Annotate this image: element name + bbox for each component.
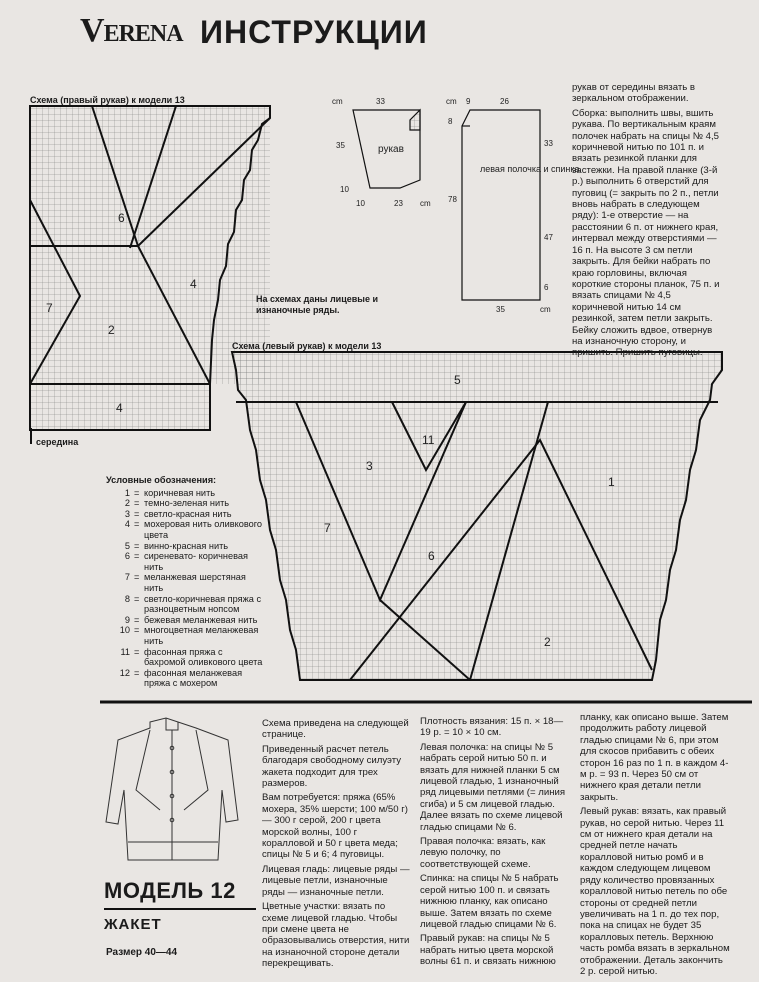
middle-label: середина: [36, 437, 79, 447]
legend-item: 3 = светло-красная нить: [124, 508, 232, 519]
left-zone-label: 3: [366, 459, 373, 473]
svg-text:47: 47: [544, 233, 553, 242]
svg-text:10: 10: [356, 199, 365, 208]
left-zone-label: 11: [422, 433, 435, 447]
svg-text:cm: cm: [540, 305, 551, 314]
svg-text:cm: cm: [446, 97, 457, 106]
svg-text:6: 6: [544, 283, 549, 292]
right-sleeve-chart: [30, 106, 270, 430]
legend-item: 11 = фасонная пряжа с бахромой оливкового цвета: [120, 646, 263, 668]
right-zone-label: 6: [118, 211, 125, 225]
page-title: ИНСТРУКЦИИ: [200, 14, 428, 50]
left-zone-label: 1: [608, 475, 615, 489]
model-title: МОДЕЛЬ 12: [104, 878, 236, 903]
left-sleeve-chart: [232, 352, 722, 680]
instructions-col3: планку, как описано выше. Затем продолжить работу лицевой гладью спицами № 6, при этом для скосов прибавить с обеих сторон 16 раз по 1 п. в каждом 4-м р. = 93 п. Через 50 см от нижнего края детали петли закрыть. Левый рукав: вязать, как правый рукав, но серой нитью. Через 11 см от нижнего края детали на средней петле начать коралловой нитью ромб и в каждом следующем лицевом ряду количество провязанных коралловой нитью петель по обе стороны от средней петли увеличивать на 1 п. до тех пор, пока на спицах не будет 35 коралловых петель. Верхнюю часть ромба вязать в зеркальном отображении. Деталь закончить 2 р. серой нитью.: [580, 712, 730, 977]
right-zone-label: 7: [46, 301, 53, 315]
svg-text:35: 35: [496, 305, 505, 314]
brand-logo: VERENA: [80, 12, 183, 49]
scheme-note: На схемах даны лицевые и изнаночные ряды.: [256, 294, 378, 315]
svg-text:33: 33: [544, 139, 553, 148]
svg-text:35: 35: [336, 141, 345, 150]
legend-item: 2 = темно-зеленая нить: [124, 498, 230, 509]
model-heading: [104, 878, 256, 933]
svg-text:cm: cm: [332, 97, 343, 106]
right-sleeve-caption: Схема (правый рукав) к модели 13: [30, 95, 185, 105]
left-sleeve-caption: Схема (левый рукав) к модели 13: [232, 341, 382, 351]
right-zone-label: 2: [108, 323, 115, 337]
left-zone-label: 5: [454, 373, 461, 387]
model-subtitle: ЖАКЕТ: [104, 916, 162, 933]
legend-item: 7 = меланжевая шерстяная нить: [124, 572, 246, 593]
legend-item: 10 = многоцветная меланжевая нить: [119, 625, 259, 646]
svg-text:33: 33: [376, 97, 385, 106]
right-zone-label: 4: [116, 401, 123, 415]
instructions-col2: Плотность вязания: 15 п. × 18—19 р. = 10 × 10 см. Левая полочка: на спицы № 5 набрать серой нитью 50 п. и вязать для нижней планки 5 см лицевой гладью, 1 изнаночный ряд лицевыми петлями (= линия сгиба) и 5 см лицевой гладью. Далее вязать по схеме лицевой гладью спицами № 6. Правая полочка: вязать, как левую полочку, по соответствующей схеме. Спинка: на спицы № 5 набрать серой нитью 100 п. и связать нижнюю планку, как описано выше. Затем вязать по схеме лицевой гладью спицами № 6. Правый рукав: на спицы № 5 набрать нитью цвета морской волны 61 п. и связать нижнюю: [420, 716, 566, 968]
left-zone-label: 7: [324, 521, 331, 535]
left-zone-label: 2: [544, 635, 551, 649]
svg-text:78: 78: [448, 195, 457, 204]
legend: [106, 475, 266, 689]
svg-text:cm: cm: [420, 199, 431, 208]
legend-item: 9 = бежевая меланжевая нить: [124, 614, 258, 625]
legend-item: 4 = мохеровая нить оливкового цвета: [124, 519, 262, 540]
svg-text:8: 8: [448, 117, 453, 126]
svg-text:9: 9: [466, 97, 471, 106]
svg-text:23: 23: [394, 199, 403, 208]
front-back-pattern-sketch: [462, 110, 540, 300]
jacket-sketch: [106, 718, 238, 860]
legend-item: 5 = винно-красная нить: [124, 540, 229, 551]
svg-text:26: 26: [500, 97, 509, 106]
legend-item: 6 = сиреневато- коричневая нить: [124, 551, 248, 572]
assembly-text: рукав от середины вязать в зеркальном отображении. Сборка: выполнить швы, вшить рукава. По вертикальным краям полочек набрать на спицы № 4,5 коричневой нитью по 101 п. и вязать резинкой планки для застежки. На правой планке (3-й р.) выполнить 6 отверстий для пуговиц (= закрыть по 2 п., петли вновь набрать в следующем ряду): 1-е отверстие — на расстоянии 6 п. от нижнего края, интервал между отверстиями — 16 п. На высоте 3 см петли закрыть. Для бейки набрать по краю горловины, включая короткие стороны планок, 75 п. и вязать спицами № 4,5 коричневой нитью 14 см резинкой, затем петли закрыть. Бейку сложить вдвое, отвернув на изнаночную сторону, и пришить. Пришить пуговицы.: [572, 82, 720, 359]
instructions-col1: Схема приведена на следующей странице. Приведенный расчет петель благодаря свободному силуэту жакета подходит для трех размеров. Вам потребуется: пряжа (65% мохера, 35% шерсти; 100 м/50 г) — 300 г серой, 200 г цвета морской волны, 100 г коралловой и 50 г цвета меда; спицы № 5 и 6; 4 пуговицы. Лицевая гладь: лицевые ряды — лицевые петли, изнаночные ряды — изнаночные петли. Цветные участки: вязать по схеме лицевой гладью. Чтобы при смене цвета не образовывались отверстия, нити на изнаночной стороне детали перекрещивать.: [262, 718, 410, 970]
svg-text:левая полочка и спинка: левая полочка и спинка: [480, 164, 580, 174]
right-zone-label: 4: [190, 277, 197, 291]
legend-title: Условные обозначения:: [106, 475, 217, 485]
model-size: Размер 40—44: [106, 947, 178, 958]
legend-item: 12 = фасонная меланжевая пряжа с мохером: [119, 667, 243, 689]
svg-text:рукав: рукав: [378, 144, 404, 155]
left-zone-label: 6: [428, 549, 435, 563]
svg-text:10: 10: [340, 185, 349, 194]
legend-item: 1 = коричневая нить: [124, 487, 216, 498]
legend-item: 8 = светло-коричневая пряжа с разноцветным нопсом: [124, 593, 262, 615]
